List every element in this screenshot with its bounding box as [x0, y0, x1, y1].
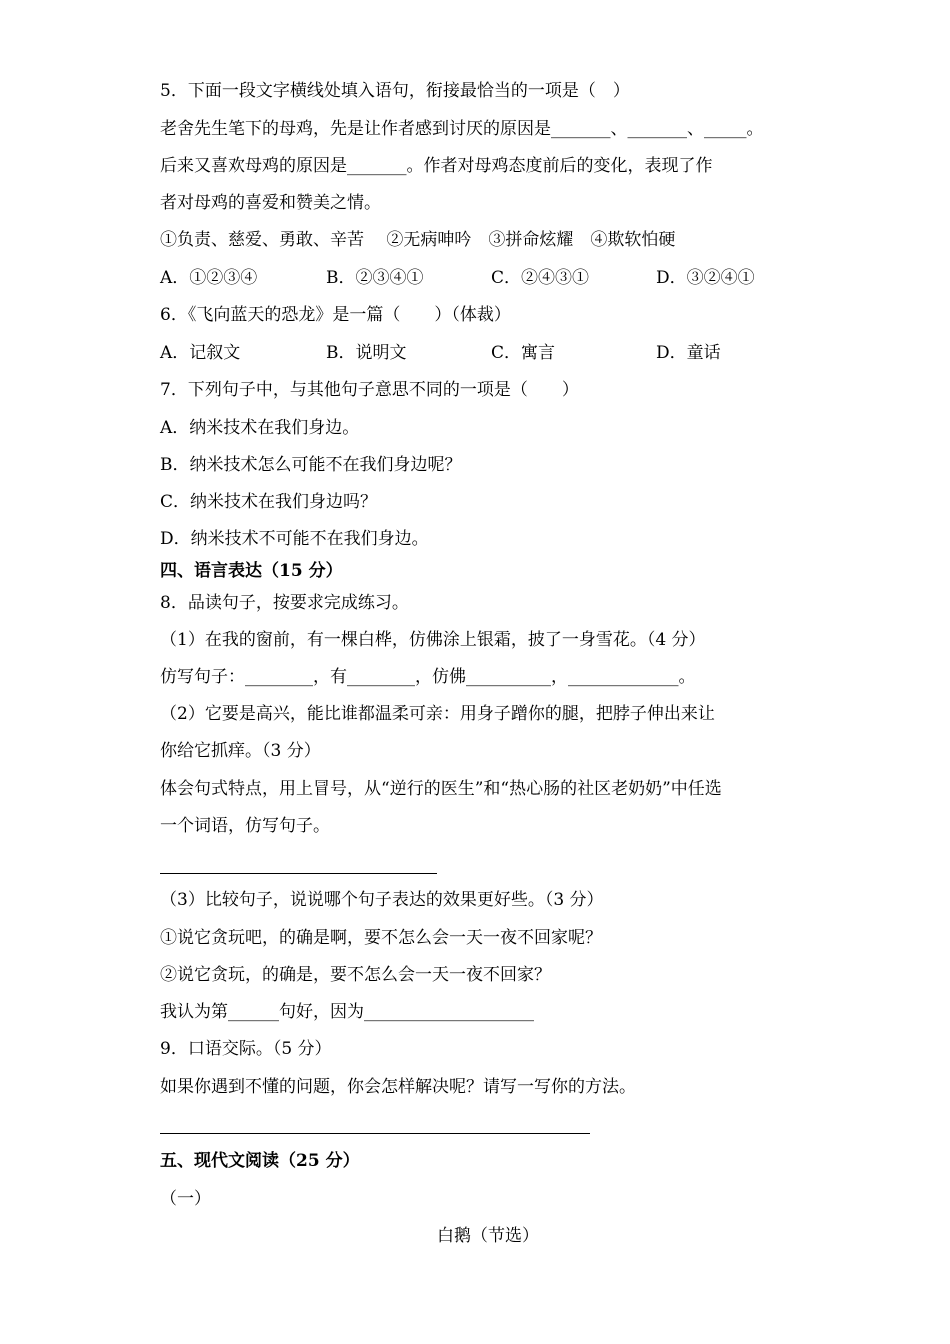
q8-fill-line-1: 仿写句子：________，有________，仿佛__________，_____________。 [160, 667, 696, 687]
answer-line-q9[interactable] [160, 1133, 590, 1134]
q9-stem: 9．口语交际。（5 分） [160, 1039, 332, 1059]
q8-instruction-line2: 一个词语，仿写句子。 [160, 816, 330, 836]
q7-option-a: A．纳米技术在我们身边。 [160, 418, 360, 438]
q8-instruction-line1: 体会句式特点，用上冒号，从“逆行的医生”和“热心肠的社区老奶奶”中任选 [160, 779, 722, 799]
q5-option-a: A．①②③④ [160, 268, 258, 288]
q8-compare-a: ①说它贪玩吧，的确是啊，要不怎么会一天一夜不回家呢？ [160, 928, 602, 948]
answer-line-q8-2[interactable] [160, 873, 437, 874]
q7-option-d: D．纳米技术不可能不在我们身边。 [160, 529, 429, 549]
q6-option-c: C．寓言 [491, 343, 556, 363]
q7-stem: 7．下列句子中，与其他句子意思不同的一项是（ ） [160, 380, 579, 400]
q6-option-a: A．记叙文 [160, 343, 241, 363]
q5-stem: 5．下面一段文字横线处填入语句，衔接最恰当的一项是（ ） [160, 81, 630, 101]
q7-option-b: B．纳米技术怎么可能不在我们身边呢？ [160, 455, 462, 475]
q8-compare-b: ②说它贪玩，的确是，要不怎么会一天一夜不回家？ [160, 965, 551, 985]
section-five-heading: 五、现代文阅读（25 分） [160, 1151, 360, 1171]
q5-option-c: C．②④③① [491, 268, 590, 288]
q8-answer-line: 我认为第______句好，因为____________________ [160, 1002, 534, 1022]
q5-paragraph-line3: 者对母鸡的喜爱和赞美之情。 [160, 193, 381, 213]
q7-option-c: C．纳米技术在我们身边吗？ [160, 492, 378, 512]
q6-option-d: D．童话 [656, 343, 721, 363]
q8-sentence-1: （1）在我的窗前，有一棵白桦，仿佛涂上银霜，披了一身雪花。（4 分） [160, 630, 706, 650]
q8-sentence-2-line2: 你给它抓痒。（3 分） [160, 741, 321, 761]
q9-text: 如果你遇到不懂的问题，你会怎样解决呢？请写一写你的方法。 [160, 1077, 636, 1097]
q8-sentence-2-line1: （2）它要是高兴，能比谁都温柔可亲：用身子蹭你的腿，把脖子伸出来让 [160, 704, 715, 724]
part-one-label: （一） [160, 1189, 211, 1209]
q5-paragraph-line2: 后来又喜欢母鸡的原因是_______。作者对母鸡态度前后的变化，表现了作 [160, 156, 713, 176]
q5-items: ①负责、慈爱、勇敢、辛苦 ②无病呻吟 ③拼命炫耀 ④欺软怕硬 [160, 230, 676, 250]
q6-stem: 6．《飞向蓝天的恐龙》是一篇（ ）（体裁） [160, 305, 511, 325]
q8-sentence-3: （3）比较句子，说说哪个句子表达的效果更好些。（3 分） [160, 890, 604, 910]
passage-title: 白鹅（节选） [437, 1226, 539, 1246]
q5-option-b: B．②③④① [326, 268, 424, 288]
q5-paragraph-line1: 老舍先生笔下的母鸡，先是让作者感到讨厌的原因是_______、_______、_____。 [160, 119, 764, 139]
q5-option-d: D．③②④① [656, 268, 755, 288]
q8-stem: 8．品读句子，按要求完成练习。 [160, 593, 409, 613]
section-four-heading: 四、语言表达（15 分） [160, 561, 343, 581]
q6-option-b: B．说明文 [326, 343, 407, 363]
